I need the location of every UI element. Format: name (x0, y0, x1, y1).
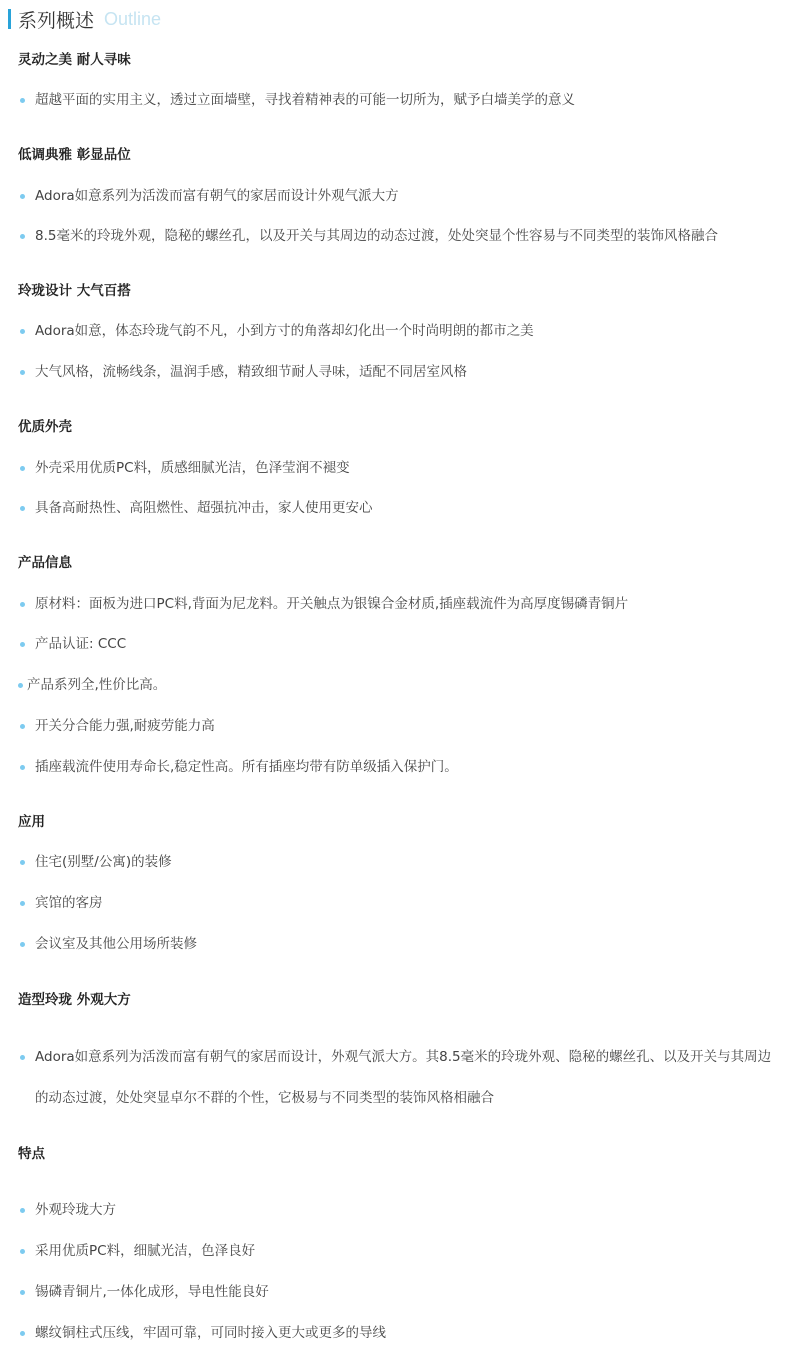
bullet-icon (20, 466, 25, 471)
bullet-icon (18, 683, 23, 688)
list-item: 超越平面的实用主义，透过立面墙壁，寻找着精神表的可能一切所为，赋予白墙美学的意义 (20, 91, 575, 109)
section-heading: 应用 (18, 814, 45, 830)
bullet-icon (20, 234, 25, 239)
bullet-icon (20, 1331, 25, 1336)
bullet-icon (20, 860, 25, 865)
accent-bar (8, 9, 11, 29)
bullet-icon (20, 901, 25, 906)
list-item: Adora如意系列为活泼而富有朝气的家居而设计外观气派大方 (20, 187, 399, 205)
bullet-icon (20, 642, 25, 647)
list-item: 宾馆的客房 (20, 894, 103, 912)
page-title: 系列概述 (18, 9, 95, 32)
bullet-icon (20, 329, 25, 334)
section-heading: 灵动之美 耐人寻味 (18, 52, 131, 68)
bullet-icon (20, 602, 25, 607)
bullet-icon (20, 1055, 25, 1060)
section-heading: 低调典雅 彰显品位 (18, 147, 131, 163)
bullet-icon (20, 506, 25, 511)
list-item: 外壳采用优质PC料，质感细腻光洁，色泽莹润不褪变 (20, 459, 350, 477)
list-item: 会议室及其他公用场所装修 (20, 935, 197, 953)
bullet-icon (20, 724, 25, 729)
list-item: Adora如意，体态玲珑气韵不凡，小到方寸的角落却幻化出一个时尚明朗的都市之美 (20, 322, 534, 340)
list-item: 产品认证: CCC (20, 635, 126, 653)
bullet-icon (20, 765, 25, 770)
list-item: 开关分合能力强,耐疲劳能力高 (20, 717, 215, 735)
bullet-icon (20, 194, 25, 199)
list-item: 住宅(别墅/公寓)的装修 (20, 853, 172, 871)
section-heading: 特点 (18, 1146, 45, 1162)
section-heading: 产品信息 (18, 555, 72, 571)
list-item: 螺纹铜柱式压线，牢固可靠，可同时接入更大或更多的导线 (20, 1324, 386, 1342)
section-heading: 优质外壳 (18, 419, 72, 435)
list-item: 采用优质PC料，细腻光洁，色泽良好 (20, 1242, 255, 1260)
list-item: 产品系列全,性价比高。 (18, 676, 166, 694)
section-heading: 造型玲珑 外观大方 (18, 992, 131, 1008)
list-item: 8.5毫米的玲珑外观，隐秘的螺丝孔，以及开关与其周边的动态过渡，处处突显个性容易与不同类型的装饰风格融合 (20, 227, 718, 245)
list-item: 大气风格，流畅线条，温润手感，精致细节耐人寻味，适配不同居室风格 (20, 363, 467, 381)
list-item: 插座载流件使用寿命长,稳定性高。所有插座均带有防单级插入保护门。 (20, 758, 458, 776)
list-item: 锡磷青铜片,一体化成形，导电性能良好 (20, 1283, 269, 1301)
bullet-icon (20, 1249, 25, 1254)
bullet-icon (20, 98, 25, 103)
section-heading: 玲珑设计 大气百搭 (18, 283, 131, 299)
section-header (8, 6, 161, 32)
list-item-continuation: 的动态过渡，处处突显卓尔不群的个性，它极易与不同类型的装饰风格相融合 (35, 1090, 494, 1106)
list-item: Adora如意系列为活泼而富有朝气的家居而设计，外观气派大方。其8.5毫米的玲珑外观、隐秘的螺丝孔、以及开关与其周边 (20, 1048, 771, 1066)
list-item: 原材料：面板为进口PC料,背面为尼龙料。开关触点为银镍合金材质,插座载流件为高厚度锡磷青铜片 (20, 595, 628, 613)
list-item: 外观玲珑大方 (20, 1201, 116, 1219)
bullet-icon (20, 370, 25, 375)
page-subtitle: Outline (104, 8, 162, 29)
bullet-icon (20, 1290, 25, 1295)
bullet-icon (20, 942, 25, 947)
list-item: 具备高耐热性、高阻燃性、超强抗冲击，家人使用更安心 (20, 499, 373, 517)
bullet-icon (20, 1208, 25, 1213)
